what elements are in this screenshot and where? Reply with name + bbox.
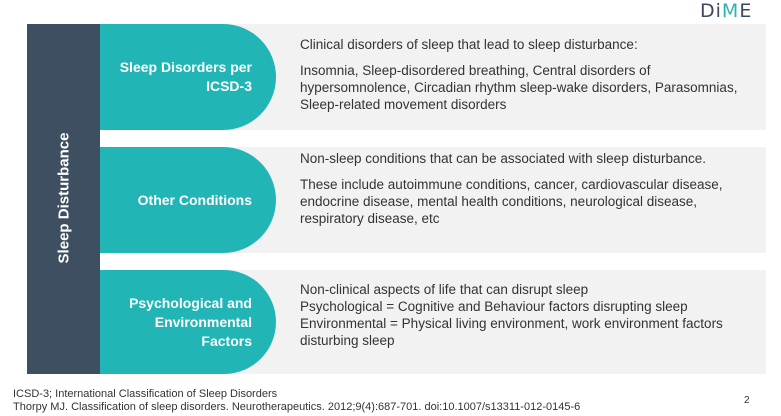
row-title-line: Other Conditions	[137, 191, 252, 208]
row-title-other-conditions	[100, 147, 276, 253]
sidebar-label: Sleep Disturbance	[55, 132, 73, 264]
row-text-sleep-disorders	[300, 36, 760, 113]
row-paragraph: These include autoimmune conditions, cancer, cardiovascular disease, endocrine disease, mental health conditions, neurological disease, respiratory disease, etc	[300, 177, 723, 226]
logo-text-left: Di	[700, 0, 722, 22]
row-paragraph: Clinical disorders of sleep that lead to sleep disturbance:	[300, 37, 638, 52]
page-number: 2	[744, 395, 750, 406]
footer-line: Thorpy MJ. Classification of sleep disorders. Neurotherapeutics. 2012;9(4):687-701. doi:10.1007/s13311-012-0145-6	[13, 401, 581, 413]
row-title-line: Sleep Disorders per	[119, 59, 252, 75]
row-title-line: Psychological and	[129, 294, 252, 311]
row-paragraph: Insomnia, Sleep-disordered breathing, Central disorders of hypersomnolence, Circadian rhythm sleep-wake disorders, Parasomnias, Sleep-related movement disorders	[300, 63, 738, 112]
row-title-psych-env	[100, 270, 276, 374]
logo-text-right: E	[739, 0, 753, 22]
footer-line: ICSD-3; International Classification of Sleep Disorders	[13, 388, 278, 400]
row-title-line: ICSD-3	[206, 78, 252, 94]
row-title-sleep-disorders	[100, 24, 276, 130]
logo-text-mid: M	[721, 0, 740, 22]
footer-references	[13, 388, 580, 414]
dime-logo	[700, 0, 752, 22]
row-text-other-conditions	[300, 150, 760, 227]
row-paragraph: Non-sleep conditions that can be associated with sleep disturbance.	[300, 151, 706, 166]
row-text-psych-env	[300, 281, 760, 349]
row-paragraph: Non-clinical aspects of life that can disrupt sleep	[300, 282, 589, 297]
row-paragraph: Psychological = Cognitive and Behaviour factors disrupting sleep	[300, 299, 688, 314]
row-paragraph: Environmental = Physical living environment, work environment factors disturbing sleep	[300, 316, 723, 348]
row-title-line: Environmental	[154, 313, 252, 330]
row-title-line: Factors	[201, 332, 252, 349]
